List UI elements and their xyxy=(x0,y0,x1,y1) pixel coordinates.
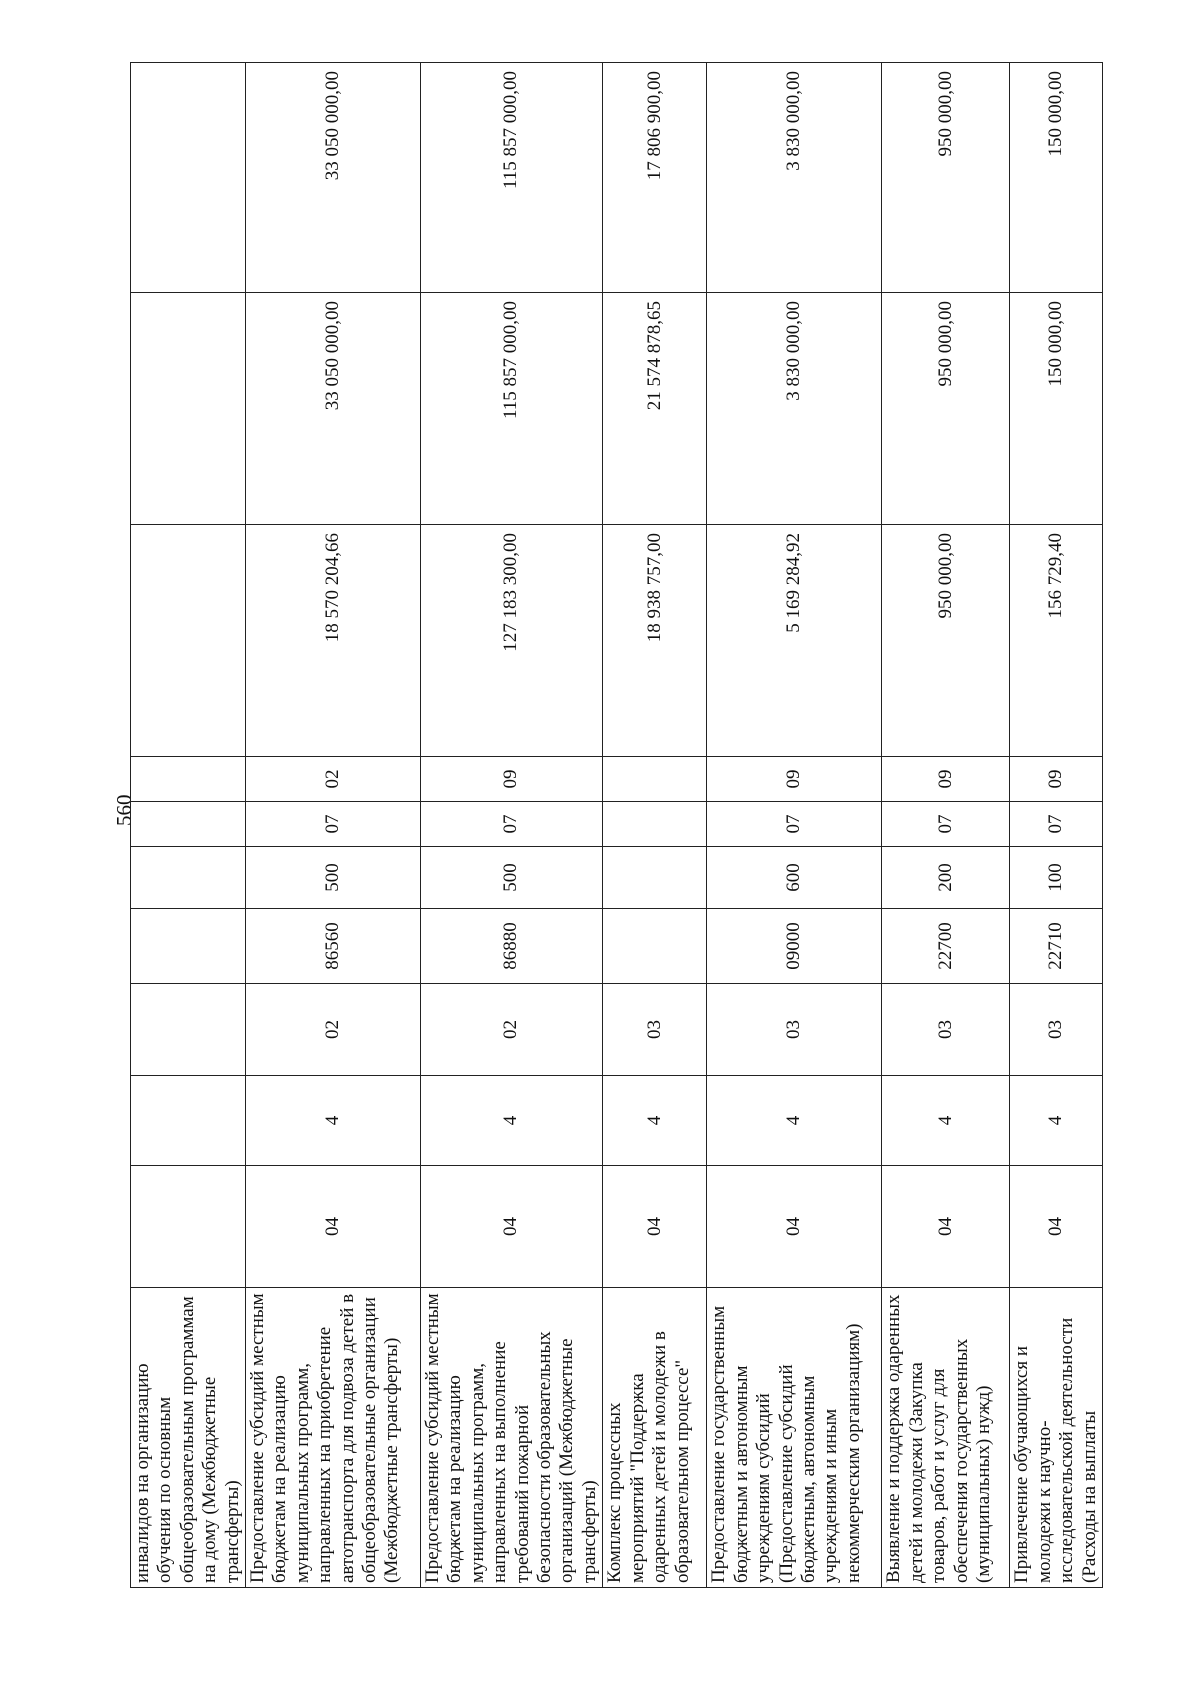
cell-code-1: 04 xyxy=(1010,1166,1103,1288)
cell-code-2 xyxy=(131,1076,246,1166)
cell-code-1 xyxy=(131,1166,246,1288)
cell-amount-2: 33 050 000,00 xyxy=(246,293,421,525)
cell-code-3: 02 xyxy=(421,984,603,1076)
cell-amount-1: 5 169 284,92 xyxy=(707,525,882,757)
cell-amount-2: 21 574 878,65 xyxy=(603,293,707,525)
cell-code-7 xyxy=(131,757,246,802)
table-row xyxy=(1010,63,1103,1588)
cell-code-6: 07 xyxy=(421,802,603,847)
cell-code-5 xyxy=(603,847,707,909)
cell-code-5: 500 xyxy=(421,847,603,909)
cell-code-7: 09 xyxy=(421,757,603,802)
cell-code-5: 100 xyxy=(1010,847,1103,909)
cell-code-2: 4 xyxy=(707,1076,882,1166)
item-name: Привлечение обучающихся и молодежи к научно-исследовательской деятельности (Расходы на выплаты xyxy=(1010,1288,1103,1588)
cell-code-2: 4 xyxy=(882,1076,1010,1166)
cell-amount-2: 150 000,00 xyxy=(1010,293,1103,525)
cell-code-2: 4 xyxy=(246,1076,421,1166)
cell-code-7: 09 xyxy=(882,757,1010,802)
cell-code-4: 22710 xyxy=(1010,909,1103,984)
cell-amount-2: 3 830 000,00 xyxy=(707,293,882,525)
item-name: Предоставление субсидий местным бюджетам на реализацию муниципальных программ, направленных на выполнение требований пожарной безопасности образовательных организаций (Межбюджетные трансферты) xyxy=(421,1288,603,1588)
cell-amount-3: 33 050 000,00 xyxy=(246,63,421,293)
cell-code-1: 04 xyxy=(421,1166,603,1288)
item-name: Предоставление субсидий местным бюджетам на реализацию муниципальных программ, направленных на приобретение автотранспорта для подвоза детей в общеобразовательные организации (Межбюджетные трансферты) xyxy=(246,1288,421,1588)
cell-amount-1: 127 183 300,00 xyxy=(421,525,603,757)
cell-code-3 xyxy=(131,984,246,1076)
cell-code-7: 09 xyxy=(1010,757,1103,802)
cell-code-1: 04 xyxy=(603,1166,707,1288)
cell-amount-3 xyxy=(131,63,246,293)
cell-code-4: 86560 xyxy=(246,909,421,984)
table-row xyxy=(882,63,1010,1588)
cell-code-1: 04 xyxy=(707,1166,882,1288)
item-name: Комплекс процессных мероприятий "Поддержка одаренных детей и молодежи в образовательном процессе" xyxy=(603,1288,707,1588)
table-row xyxy=(707,63,882,1588)
cell-code-6: 07 xyxy=(882,802,1010,847)
budget-table xyxy=(130,62,1103,1588)
page-number: 560 xyxy=(112,794,136,826)
cell-amount-3: 115 857 000,00 xyxy=(421,63,603,293)
cell-code-5: 500 xyxy=(246,847,421,909)
table-row xyxy=(421,63,603,1588)
cell-code-3: 03 xyxy=(707,984,882,1076)
cell-code-2: 4 xyxy=(421,1076,603,1166)
cell-amount-2 xyxy=(131,293,246,525)
cell-amount-3: 17 806 900,00 xyxy=(603,63,707,293)
item-name: Выявление и поддержка одаренных детей и молодежи (Закупка товаров, работ и услуг для обеспечения государственных (муниципальных) нужд) xyxy=(882,1288,1010,1588)
cell-code-3: 02 xyxy=(246,984,421,1076)
cell-code-5 xyxy=(131,847,246,909)
cell-code-3: 03 xyxy=(1010,984,1103,1076)
cell-amount-1: 156 729,40 xyxy=(1010,525,1103,757)
cell-code-4: 22700 xyxy=(882,909,1010,984)
cell-code-7: 02 xyxy=(246,757,421,802)
cell-code-1: 04 xyxy=(882,1166,1010,1288)
cell-code-5: 200 xyxy=(882,847,1010,909)
cell-amount-2: 950 000,00 xyxy=(882,293,1010,525)
table-row xyxy=(246,63,421,1588)
cell-code-6: 07 xyxy=(1010,802,1103,847)
cell-amount-2: 115 857 000,00 xyxy=(421,293,603,525)
cell-amount-3: 950 000,00 xyxy=(882,63,1010,293)
cell-code-6 xyxy=(603,802,707,847)
cell-code-3: 03 xyxy=(603,984,707,1076)
table-row xyxy=(131,63,246,1588)
cell-code-1: 04 xyxy=(246,1166,421,1288)
cell-amount-1: 18 570 204,66 xyxy=(246,525,421,757)
cell-amount-1 xyxy=(131,525,246,757)
cell-code-6 xyxy=(131,802,246,847)
table-row xyxy=(603,63,707,1588)
cell-amount-3: 150 000,00 xyxy=(1010,63,1103,293)
cell-code-2: 4 xyxy=(603,1076,707,1166)
cell-code-6: 07 xyxy=(707,802,882,847)
cell-amount-1: 950 000,00 xyxy=(882,525,1010,757)
item-name: Предоставление государственным бюджетным и автономным учреждениям субсидий (Предоставление субсидий бюджетным, автономным учреждениям и иным некоммерческим организациям) xyxy=(707,1288,882,1588)
cell-code-4 xyxy=(131,909,246,984)
cell-code-7: 09 xyxy=(707,757,882,802)
budget-table-rotated xyxy=(130,62,1103,1588)
cell-code-4: 86880 xyxy=(421,909,603,984)
cell-code-4: 09000 xyxy=(707,909,882,984)
item-name: инвалидов на организацию обучения по основным общеобразовательным программам на дому (Межбюджетные трансферты) xyxy=(131,1288,246,1588)
cell-amount-3: 3 830 000,00 xyxy=(707,63,882,293)
cell-code-5: 600 xyxy=(707,847,882,909)
cell-code-6: 07 xyxy=(246,802,421,847)
cell-code-4 xyxy=(603,909,707,984)
cell-code-7 xyxy=(603,757,707,802)
cell-code-3: 03 xyxy=(882,984,1010,1076)
cell-code-2: 4 xyxy=(1010,1076,1103,1166)
cell-amount-1: 18 938 757,00 xyxy=(603,525,707,757)
